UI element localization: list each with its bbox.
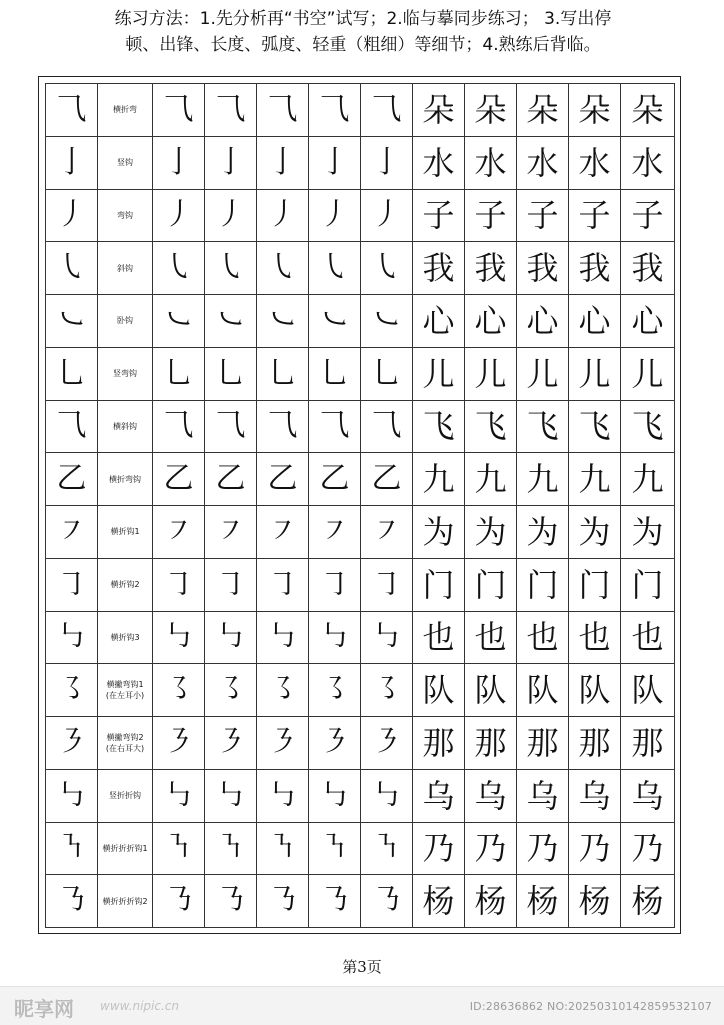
char-practice: 那	[465, 717, 517, 770]
stroke-practice: ㇂	[205, 242, 257, 295]
char-practice: 我	[413, 242, 465, 295]
stroke-note: (在左耳小)	[105, 691, 145, 701]
stroke-practice: ㇆	[205, 558, 257, 611]
practice-row	[46, 611, 675, 664]
stroke-model: 乙	[46, 453, 98, 506]
stroke-practice: 亅	[205, 136, 257, 189]
stroke-name: 横折弯	[113, 105, 137, 115]
stroke-practice: ㇎	[205, 822, 257, 875]
char-practice: 子	[621, 189, 675, 242]
stroke-practice: 丿	[153, 189, 205, 242]
char-practice: 朵	[569, 84, 621, 137]
char-practice: 为	[569, 506, 621, 559]
practice-row	[46, 84, 675, 137]
practice-row	[46, 506, 675, 559]
practice-row	[46, 822, 675, 875]
char-practice: 门	[465, 558, 517, 611]
stroke-practice: ㇇	[153, 506, 205, 559]
stroke-practice: 乙	[205, 453, 257, 506]
char-practice: 飞	[517, 400, 569, 453]
stroke-practice: ㇎	[361, 822, 413, 875]
char-practice: 门	[413, 558, 465, 611]
char-practice: 乃	[465, 822, 517, 875]
practice-row	[46, 347, 675, 400]
stroke-name-cell	[98, 769, 153, 822]
stroke-practice: 乙	[153, 453, 205, 506]
char-practice: 子	[413, 189, 465, 242]
practice-grid	[45, 83, 675, 928]
stroke-name-cell	[98, 506, 153, 559]
stroke-name: 横折钩3	[110, 632, 140, 642]
stroke-model: ㇉	[46, 769, 98, 822]
char-practice: 九	[621, 453, 675, 506]
stroke-model: ㇎	[46, 822, 98, 875]
char-practice: 儿	[569, 347, 621, 400]
char-practice: 乃	[621, 822, 675, 875]
stroke-practice: ⺄	[205, 84, 257, 137]
char-practice: 心	[413, 295, 465, 348]
char-practice: 九	[517, 453, 569, 506]
stroke-practice: ㇎	[257, 822, 309, 875]
stroke-practice: ㇌	[205, 664, 257, 717]
char-practice: 朵	[517, 84, 569, 137]
stroke-name: 横折折折钩1	[102, 843, 148, 853]
char-practice: 九	[465, 453, 517, 506]
char-practice: 那	[517, 717, 569, 770]
char-practice: 杨	[569, 875, 621, 928]
stroke-practice: ㇉	[153, 611, 205, 664]
char-practice: 为	[465, 506, 517, 559]
stroke-practice: ㇃	[153, 295, 205, 348]
watermark-bar	[0, 986, 724, 1025]
char-practice: 杨	[621, 875, 675, 928]
stroke-practice: ㇡	[309, 875, 361, 928]
char-practice: 为	[413, 506, 465, 559]
char-practice: 我	[465, 242, 517, 295]
char-practice: 我	[569, 242, 621, 295]
stroke-practice: ㇂	[257, 242, 309, 295]
practice-row	[46, 189, 675, 242]
instructions	[18, 6, 708, 58]
stroke-practice: ⺄	[153, 84, 205, 137]
stroke-practice: 丿	[361, 189, 413, 242]
stroke-practice: ㇋	[309, 717, 361, 770]
char-practice: 飞	[569, 400, 621, 453]
char-practice: 子	[569, 189, 621, 242]
stroke-practice: ㇂	[361, 242, 413, 295]
stroke-practice: ㇇	[361, 506, 413, 559]
char-practice: 乃	[517, 822, 569, 875]
stroke-practice: ㇎	[309, 822, 361, 875]
practice-row	[46, 875, 675, 928]
stroke-practice: ㇌	[257, 664, 309, 717]
stroke-practice: 乙	[361, 453, 413, 506]
stroke-practice: ⺄	[257, 400, 309, 453]
stroke-note: (在右耳大)	[105, 743, 145, 753]
char-practice: 朵	[413, 84, 465, 137]
char-practice: 心	[621, 295, 675, 348]
stroke-name-cell	[98, 822, 153, 875]
char-practice: 乃	[569, 822, 621, 875]
stroke-practice: ⺄	[309, 400, 361, 453]
stroke-name: 横折钩1	[110, 527, 140, 537]
stroke-name: 横撇弯钩2	[106, 732, 144, 742]
watermark-logo: 昵享网	[14, 997, 74, 1021]
stroke-practice: ㇡	[205, 875, 257, 928]
char-practice: 杨	[413, 875, 465, 928]
practice-row	[46, 453, 675, 506]
stroke-name: 卧钩	[117, 316, 133, 326]
char-practice: 门	[621, 558, 675, 611]
char-practice: 朵	[465, 84, 517, 137]
char-practice: 心	[465, 295, 517, 348]
char-practice: 水	[413, 136, 465, 189]
instructions-line-2: 顿、出锋、长度、弧度、轻重（粗细）等细节；4.熟练后背临。	[125, 35, 601, 55]
stroke-model: 亅	[46, 136, 98, 189]
char-practice: 门	[517, 558, 569, 611]
stroke-name-cell	[98, 664, 153, 717]
char-practice: 队	[517, 664, 569, 717]
stroke-practice: ㇋	[205, 717, 257, 770]
stroke-practice: ㇡	[153, 875, 205, 928]
char-practice: 飞	[413, 400, 465, 453]
stroke-practice: ㇉	[257, 611, 309, 664]
practice-row	[46, 717, 675, 770]
stroke-practice: ㇇	[205, 506, 257, 559]
stroke-practice: 亅	[257, 136, 309, 189]
practice-row	[46, 664, 675, 717]
stroke-practice: ㇉	[309, 611, 361, 664]
watermark-url: www.nipic.cn	[100, 999, 179, 1013]
stroke-model: ㇆	[46, 558, 98, 611]
stroke-name-cell	[98, 189, 153, 242]
practice-row	[46, 136, 675, 189]
stroke-practice: 丿	[257, 189, 309, 242]
char-practice: 朵	[621, 84, 675, 137]
char-practice: 杨	[465, 875, 517, 928]
stroke-practice: ㇋	[153, 717, 205, 770]
stroke-practice: 乙	[257, 453, 309, 506]
char-practice: 队	[621, 664, 675, 717]
stroke-name-cell	[98, 453, 153, 506]
char-practice: 九	[413, 453, 465, 506]
stroke-name-cell	[98, 136, 153, 189]
char-practice: 那	[621, 717, 675, 770]
stroke-practice: ㇃	[257, 295, 309, 348]
stroke-practice: ㇡	[257, 875, 309, 928]
stroke-practice: 乚	[309, 347, 361, 400]
stroke-practice: ㇉	[257, 769, 309, 822]
char-practice: 队	[465, 664, 517, 717]
char-practice: 乌	[465, 769, 517, 822]
char-practice: 为	[621, 506, 675, 559]
char-practice: 乌	[621, 769, 675, 822]
char-practice: 乌	[517, 769, 569, 822]
stroke-practice: 乙	[309, 453, 361, 506]
stroke-practice: ㇌	[361, 664, 413, 717]
stroke-practice: ⺄	[205, 400, 257, 453]
stroke-practice: ㇃	[361, 295, 413, 348]
stroke-name-cell	[98, 84, 153, 137]
stroke-practice: ㇂	[309, 242, 361, 295]
char-practice: 水	[621, 136, 675, 189]
char-practice: 队	[413, 664, 465, 717]
char-practice: 也	[465, 611, 517, 664]
stroke-model: ⺄	[46, 400, 98, 453]
char-practice: 九	[569, 453, 621, 506]
stroke-name: 竖钩	[117, 158, 133, 168]
char-practice: 为	[517, 506, 569, 559]
stroke-practice: ⺄	[257, 84, 309, 137]
stroke-practice: 乚	[361, 347, 413, 400]
watermark-id: ID:28636862 NO:20250310142859532107	[469, 1000, 712, 1013]
char-practice: 水	[465, 136, 517, 189]
stroke-name: 斜钩	[117, 263, 133, 273]
practice-row	[46, 242, 675, 295]
stroke-practice: ⺄	[361, 400, 413, 453]
char-practice: 心	[569, 295, 621, 348]
stroke-practice: ㇌	[153, 664, 205, 717]
practice-row	[46, 295, 675, 348]
stroke-name-cell	[98, 611, 153, 664]
stroke-name: 弯钩	[117, 210, 133, 220]
stroke-model: ⺄	[46, 84, 98, 137]
stroke-practice: ㇇	[257, 506, 309, 559]
stroke-model: ㇂	[46, 242, 98, 295]
stroke-model: 丿	[46, 189, 98, 242]
stroke-practice: ㇆	[153, 558, 205, 611]
stroke-model: ㇌	[46, 664, 98, 717]
stroke-name: 横撇弯钩1	[106, 680, 144, 690]
char-practice: 我	[517, 242, 569, 295]
stroke-practice: ㇉	[361, 769, 413, 822]
stroke-name-cell	[98, 347, 153, 400]
stroke-name: 横斜钩	[113, 421, 137, 431]
char-practice: 那	[413, 717, 465, 770]
stroke-practice: ⺄	[153, 400, 205, 453]
stroke-name-cell	[98, 875, 153, 928]
char-practice: 儿	[413, 347, 465, 400]
stroke-practice: 丿	[205, 189, 257, 242]
stroke-practice: ㇋	[257, 717, 309, 770]
stroke-practice: ㇆	[361, 558, 413, 611]
practice-row	[46, 769, 675, 822]
char-practice: 乃	[413, 822, 465, 875]
stroke-name: 横折钩2	[110, 580, 140, 590]
stroke-model: ㇋	[46, 717, 98, 770]
char-practice: 飞	[621, 400, 675, 453]
practice-row	[46, 558, 675, 611]
char-practice: 儿	[517, 347, 569, 400]
stroke-practice: 乚	[205, 347, 257, 400]
stroke-model: ㇇	[46, 506, 98, 559]
stroke-model: ㇃	[46, 295, 98, 348]
stroke-practice: ㇆	[257, 558, 309, 611]
stroke-practice: 亅	[309, 136, 361, 189]
practice-row	[46, 400, 675, 453]
stroke-name: 竖弯钩	[113, 369, 137, 379]
stroke-name: 横折折折钩2	[102, 896, 148, 906]
char-practice: 飞	[465, 400, 517, 453]
stroke-practice: ㇉	[361, 611, 413, 664]
stroke-practice: ㇉	[205, 611, 257, 664]
stroke-name-cell	[98, 400, 153, 453]
stroke-practice: ㇂	[153, 242, 205, 295]
stroke-practice: ㇎	[153, 822, 205, 875]
stroke-practice: 乚	[257, 347, 309, 400]
page-number: 第3页	[342, 958, 382, 976]
stroke-name-cell	[98, 558, 153, 611]
char-practice: 杨	[517, 875, 569, 928]
char-practice: 队	[569, 664, 621, 717]
stroke-practice: 亅	[361, 136, 413, 189]
stroke-practice: 亅	[153, 136, 205, 189]
char-practice: 我	[621, 242, 675, 295]
char-practice: 也	[413, 611, 465, 664]
stroke-name-cell	[98, 242, 153, 295]
stroke-practice: ㇌	[309, 664, 361, 717]
stroke-name: 横折弯钩	[109, 474, 141, 484]
stroke-model: ㇉	[46, 611, 98, 664]
stroke-name-cell	[98, 295, 153, 348]
stroke-practice: ㇋	[361, 717, 413, 770]
stroke-practice: ㇆	[309, 558, 361, 611]
char-practice: 门	[569, 558, 621, 611]
char-practice: 那	[569, 717, 621, 770]
char-practice: 子	[465, 189, 517, 242]
stroke-practice: ㇃	[309, 295, 361, 348]
stroke-practice: 乚	[153, 347, 205, 400]
stroke-practice: ⺄	[361, 84, 413, 137]
stroke-model: ㇡	[46, 875, 98, 928]
char-practice: 水	[517, 136, 569, 189]
stroke-practice: ㇃	[205, 295, 257, 348]
char-practice: 也	[621, 611, 675, 664]
char-practice: 子	[517, 189, 569, 242]
stroke-practice: 丿	[309, 189, 361, 242]
stroke-practice: ⺄	[309, 84, 361, 137]
stroke-name: 竖折折钩	[109, 791, 141, 801]
stroke-name-cell	[98, 717, 153, 770]
stroke-practice: ㇡	[361, 875, 413, 928]
char-practice: 儿	[621, 347, 675, 400]
char-practice: 乌	[569, 769, 621, 822]
stroke-practice: ㇉	[309, 769, 361, 822]
char-practice: 心	[517, 295, 569, 348]
stroke-practice: ㇇	[309, 506, 361, 559]
char-practice: 儿	[465, 347, 517, 400]
stroke-practice: ㇉	[153, 769, 205, 822]
instructions-line-1: 练习方法：1.先分析再“书空”试写；2.临与摹同步练习； 3.写出停	[114, 9, 612, 29]
char-practice: 也	[569, 611, 621, 664]
stroke-practice: ㇉	[205, 769, 257, 822]
char-practice: 乌	[413, 769, 465, 822]
stroke-model: 乚	[46, 347, 98, 400]
char-practice: 也	[517, 611, 569, 664]
char-practice: 水	[569, 136, 621, 189]
